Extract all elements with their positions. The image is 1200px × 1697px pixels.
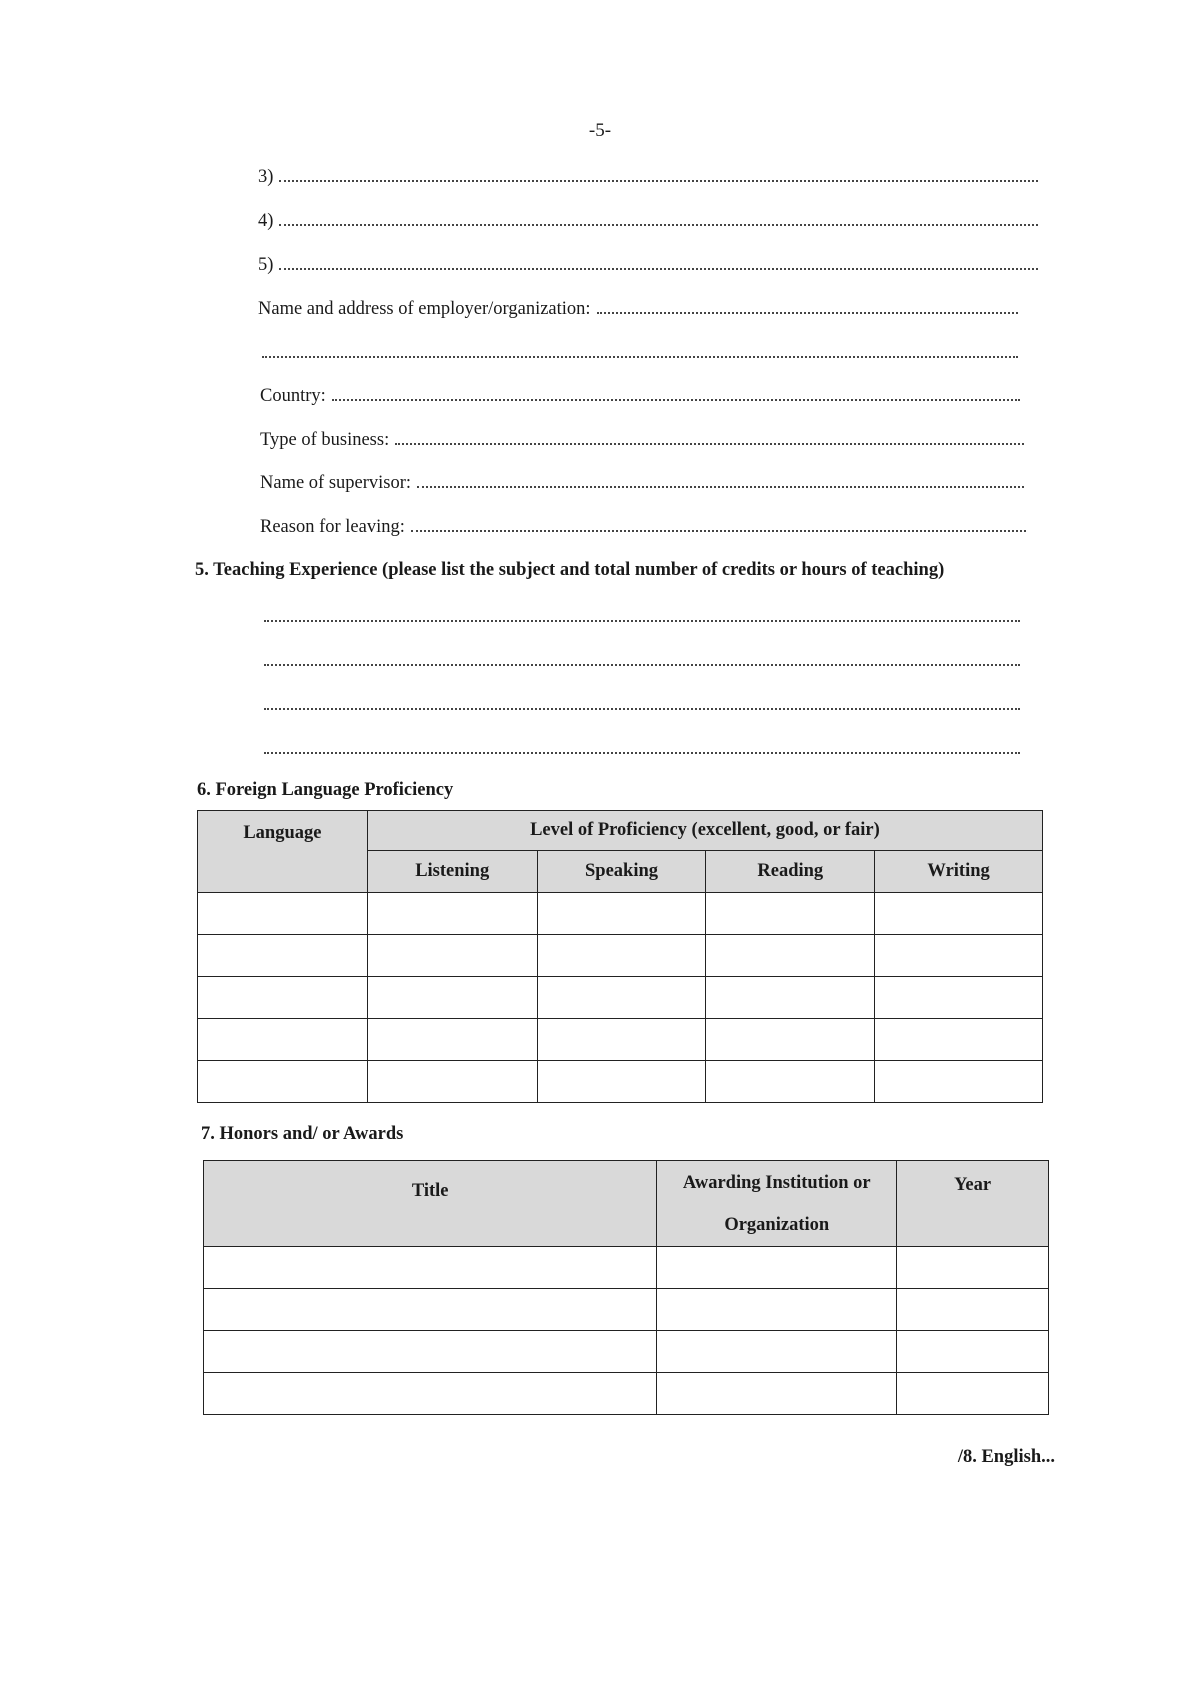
employer-label: Name and address of employer/organization: bbox=[258, 299, 591, 319]
table-cell[interactable] bbox=[198, 1061, 368, 1103]
teaching-line-3[interactable] bbox=[264, 690, 1020, 716]
table-cell[interactable] bbox=[657, 1373, 897, 1415]
table-row bbox=[198, 893, 1043, 935]
table-cell[interactable] bbox=[537, 893, 706, 935]
table-cell[interactable] bbox=[657, 1331, 897, 1373]
table-cell[interactable] bbox=[706, 893, 875, 935]
table-cell[interactable] bbox=[706, 977, 875, 1019]
teaching-line-4[interactable] bbox=[264, 734, 1020, 760]
table-cell[interactable] bbox=[875, 977, 1043, 1019]
teaching-line-1[interactable] bbox=[264, 602, 1020, 628]
fill-in-line bbox=[264, 708, 1020, 710]
fill-in-line bbox=[264, 664, 1020, 666]
title-column-header: Title bbox=[204, 1161, 657, 1247]
table-cell[interactable] bbox=[537, 977, 706, 1019]
reading-column-header: Reading bbox=[706, 851, 875, 893]
leaving-label: Reason for leaving: bbox=[260, 517, 405, 537]
table-cell[interactable] bbox=[537, 935, 706, 977]
table-row bbox=[198, 1019, 1043, 1061]
fill-in-line bbox=[411, 530, 1026, 532]
table-cell[interactable] bbox=[875, 893, 1043, 935]
numbered-line-3[interactable] bbox=[258, 162, 1038, 188]
table-row bbox=[204, 1331, 1049, 1373]
numbered-line-label: 5) bbox=[258, 255, 274, 275]
supervisor-field[interactable] bbox=[260, 468, 1024, 494]
employer-field[interactable] bbox=[258, 294, 1018, 320]
fill-in-line bbox=[264, 752, 1020, 754]
continuation-note: /8. English... bbox=[957, 1447, 1055, 1467]
table-row bbox=[204, 1373, 1049, 1415]
table-cell[interactable] bbox=[198, 893, 368, 935]
fill-in-line bbox=[279, 180, 1038, 182]
table-cell[interactable] bbox=[198, 977, 368, 1019]
speaking-column-header: Speaking bbox=[537, 851, 706, 893]
table-row bbox=[204, 1289, 1049, 1331]
table-row bbox=[198, 1061, 1043, 1103]
country-label: Country: bbox=[260, 386, 326, 406]
table-cell[interactable] bbox=[897, 1331, 1049, 1373]
employer-continuation-field[interactable] bbox=[262, 338, 1018, 364]
table-cell[interactable] bbox=[367, 977, 537, 1019]
numbered-line-4[interactable] bbox=[258, 206, 1038, 232]
table-cell[interactable] bbox=[204, 1331, 657, 1373]
fill-in-line bbox=[597, 312, 1018, 314]
year-column-header: Year bbox=[897, 1161, 1049, 1247]
awarding-institution-header-line-1: Awarding Institution or bbox=[682, 1172, 871, 1193]
table-cell[interactable] bbox=[875, 1061, 1043, 1103]
page-number: -5- bbox=[588, 120, 612, 141]
language-column-header: Language bbox=[198, 811, 368, 893]
country-field[interactable] bbox=[260, 381, 1020, 407]
honors-awards-table bbox=[203, 1160, 1049, 1415]
fill-in-line bbox=[264, 620, 1020, 622]
table-cell[interactable] bbox=[367, 1061, 537, 1103]
table-cell[interactable] bbox=[537, 1061, 706, 1103]
table-cell[interactable] bbox=[198, 1019, 368, 1061]
supervisor-label: Name of supervisor: bbox=[260, 473, 412, 493]
table-cell[interactable] bbox=[367, 935, 537, 977]
table-cell[interactable] bbox=[204, 1289, 657, 1331]
awarding-institution-column-header bbox=[657, 1161, 897, 1247]
table-cell[interactable] bbox=[204, 1373, 657, 1415]
honors-awards-heading: 7. Honors and/ or Awards bbox=[201, 1124, 404, 1144]
table-header-row bbox=[198, 811, 1043, 851]
table-cell[interactable] bbox=[204, 1247, 657, 1289]
listening-column-header: Listening bbox=[367, 851, 537, 893]
table-cell[interactable] bbox=[706, 1019, 875, 1061]
fill-in-line bbox=[417, 486, 1024, 488]
fill-in-line bbox=[279, 268, 1038, 270]
table-cell[interactable] bbox=[657, 1289, 897, 1331]
numbered-line-5[interactable] bbox=[258, 250, 1038, 276]
fill-in-line bbox=[279, 224, 1038, 226]
table-cell[interactable] bbox=[706, 1061, 875, 1103]
table-cell[interactable] bbox=[875, 1019, 1043, 1061]
table-cell[interactable] bbox=[875, 935, 1043, 977]
table-cell[interactable] bbox=[706, 935, 875, 977]
reason-for-leaving-field[interactable] bbox=[260, 512, 1026, 538]
business-field[interactable] bbox=[260, 425, 1024, 451]
table-row bbox=[198, 935, 1043, 977]
language-proficiency-table bbox=[197, 810, 1043, 1103]
proficiency-level-header: Level of Proficiency (excellent, good, or fair) bbox=[367, 811, 1042, 851]
table-row bbox=[204, 1247, 1049, 1289]
table-cell[interactable] bbox=[657, 1247, 897, 1289]
fill-in-line bbox=[332, 399, 1020, 401]
table-cell[interactable] bbox=[367, 1019, 537, 1061]
writing-column-header: Writing bbox=[875, 851, 1043, 893]
awarding-institution-header-line-2: Organization bbox=[724, 1214, 830, 1235]
table-cell[interactable] bbox=[537, 1019, 706, 1061]
teaching-line-2[interactable] bbox=[264, 646, 1020, 672]
numbered-line-label: 4) bbox=[258, 211, 274, 231]
table-cell[interactable] bbox=[367, 893, 537, 935]
language-proficiency-heading: 6. Foreign Language Proficiency bbox=[197, 780, 454, 800]
table-cell[interactable] bbox=[897, 1289, 1049, 1331]
table-cell[interactable] bbox=[897, 1247, 1049, 1289]
numbered-line-label: 3) bbox=[258, 167, 274, 187]
teaching-experience-heading: 5. Teaching Experience (please list the subject and total number of credits or hours of teaching) bbox=[195, 560, 945, 580]
table-header-row bbox=[204, 1161, 1049, 1247]
table-cell[interactable] bbox=[897, 1373, 1049, 1415]
fill-in-line bbox=[262, 356, 1018, 358]
table-cell[interactable] bbox=[198, 935, 368, 977]
table-row bbox=[198, 977, 1043, 1019]
business-label: Type of business: bbox=[260, 430, 390, 450]
fill-in-line bbox=[395, 443, 1024, 445]
